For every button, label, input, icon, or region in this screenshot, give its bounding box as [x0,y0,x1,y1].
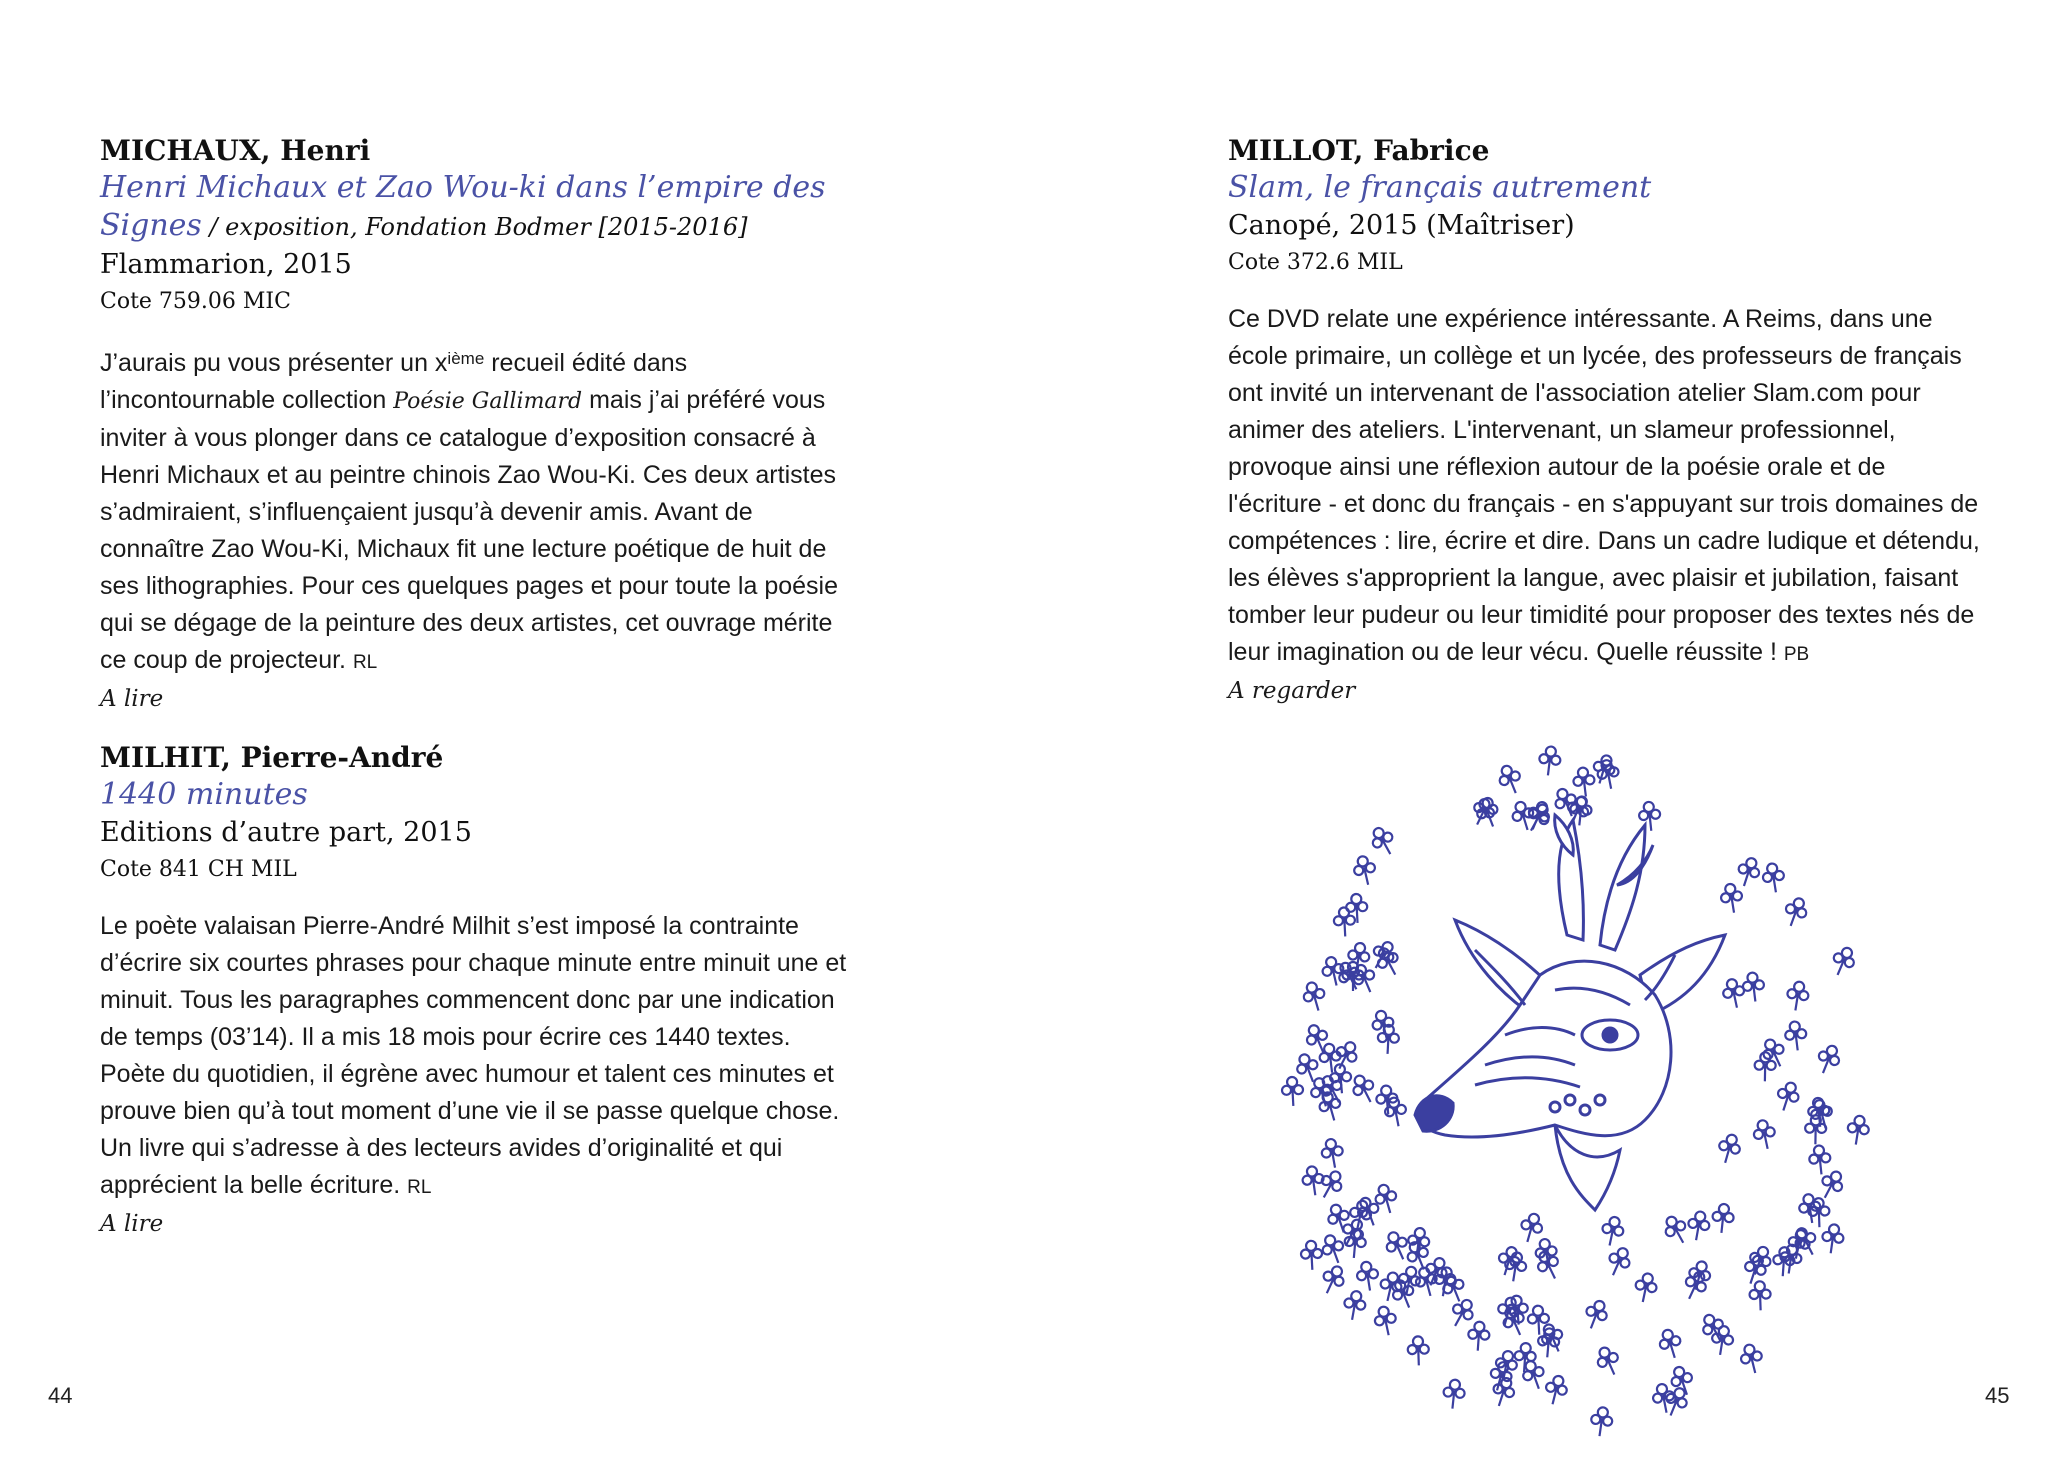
entry-title: Slam, le français autrement [1228,170,1652,205]
flower-icon [1533,1248,1565,1283]
flower-icon [1808,1144,1832,1175]
entry-cote: Cote 759.06 MIC [100,289,291,314]
entry-review [100,908,855,1206]
flower-icon [1715,1132,1743,1166]
entry-review [1228,301,1983,673]
flower-icon [1820,1223,1845,1255]
flower-icon [1473,796,1503,831]
flower-icon [1828,944,1859,979]
flower-icon [1300,980,1328,1014]
entry-publisher: Canopé, 2015 (Maîtriser) [1228,210,1575,241]
page-number-right: 45 [1985,1383,2010,1408]
review-text: mais j’ai préféré vous inviter à vous plonger dans ce catalogue d’exposition consacré à Henri Michaux et au peintre chinois Zao Wou-Ki. Ces deux artistes s’admiraient, s’influençaient jusqu’à devenir amis. Avant de connaître Zao Wou-Ki, Michaux fit une lecture poétique de huit de ses lithographies. Pour ces quelques pages et pour toute la poésie qui se dégage de la peinture des deux artistes, cet ouvrage mérite ce coup de projecteur. [100,386,838,674]
deer-illustration [1255,735,1895,1440]
entry-verdict: A lire [100,1211,164,1237]
flower-icon [1784,1020,1808,1051]
entry-title [100,169,855,246]
flower-icon [1355,1260,1380,1292]
flower-icon [1656,1327,1685,1361]
flower-icon [1342,1289,1368,1321]
flower-icon [1845,1114,1870,1146]
flower-icon [1315,1167,1347,1203]
flower-icon [1632,1271,1659,1304]
flower-icon [1320,1137,1346,1169]
review-text: Ce DVD relate une expérience intéressante. A Reims, dans une école primaire, un collège et un lycée, des professeurs de français ont invité un intervenant de l'association atelier Slam.com pour animer des ateliers. L'intervenant, un slameur professionnel, provoque ainsi une réflexion autour de la poésie orale et de l'écriture - et donc du français - en s'appuyant sur trois domaines de compétences : lire, écrire et dire. Dans un cadre ludique et détendu, les élèves s'approprient la langue, avec plaisir et jubilation, faisant tomber leur pudeur ou leur timidité pour proposer des textes nés de leur imagination ou de leur vécu. Quelle réussite ! [1228,305,1980,666]
review-collection-name: Poésie Gallimard [393,389,583,414]
flower-icon [1407,1336,1429,1366]
flower-icon [1499,1304,1530,1339]
flower-icon [1680,1268,1711,1303]
flower-icon [1537,1321,1568,1356]
flower-icon [1324,1202,1353,1236]
entry-cote: Cote 841 CH MIL [100,857,297,882]
entry-verdict: A regarder [1228,678,1356,704]
flower-icon [1494,1244,1523,1278]
reviewer-initials: RL [352,652,378,673]
entry-publisher: Editions d’autre part, 2015 [100,817,472,848]
flower-icon [1772,1246,1795,1276]
review-text: Le poète valaisan Pierre-André Milhit s’est imposé la contrainte d’écrire six courtes phrases pour chaque minute entre minuit une et minuit. Tous les paragraphes commencent donc par une indication de temps (03’14). Il a mis 18 mois pour écrire ces 1440 textes. Poète du quotidien, il égrène avec humour et talent ces minutes et prouve bien qu’à tout moment d’une vie il se passe quelque chose. Un livre qui s’adresse à des lecteurs avides d’originalité et qui apprécient la belle écriture. [100,912,847,1199]
entry-review [100,340,855,681]
entry-michaux [100,133,855,718]
reviewer-initials: RL [407,1177,432,1198]
flower-icon [1686,1210,1712,1242]
entry-title-line2: Signes [100,208,202,243]
entry-author: MILHIT, Pierre-André [100,741,444,774]
entry-subtitle: / exposition, Fondation Bodmer [2015-2016] [201,213,748,241]
reviewer-initials: PB [1783,644,1810,665]
flower-icon [1537,745,1561,776]
entry-verdict: A lire [100,686,164,712]
deer-head-icon [1415,815,1725,1210]
flower-icon [1348,1071,1380,1106]
flower-icon [1467,1321,1490,1351]
entry-millot [1228,133,1983,710]
flower-icon [1734,855,1763,889]
flower-icon [1581,1298,1611,1333]
flower-icon [1495,762,1525,797]
flower-icon [1589,1406,1614,1438]
flower-icon [1442,1379,1466,1410]
entry-milhit [100,740,855,1243]
entry-author: MICHAUX, Henri [100,134,371,167]
flower-icon [1721,977,1748,1010]
flower-icon [1319,1232,1349,1266]
entry-title: 1440 minutes [100,777,308,812]
flower-icon [1711,1203,1735,1234]
flower-icon [1370,1008,1397,1041]
flower-icon [1741,971,1765,1002]
entry-publisher: Flammarion, 2015 [100,249,352,280]
review-text: recueil édité dans l’incontournable collection [100,349,688,414]
flower-icon [1773,1080,1802,1114]
flower-icon [1745,1244,1775,1278]
page-number-left: 44 [48,1383,73,1408]
flower-icon [1302,1022,1333,1057]
flower-icon [1519,1358,1549,1392]
flower-icon [1572,766,1596,797]
right-page-column [1228,133,1983,732]
flower-icon [1281,1076,1303,1106]
entry-cote: Cote 372.6 MIL [1228,250,1403,275]
flower-icon [1719,882,1744,914]
flower-icon [1781,895,1811,929]
flower-icon [1761,862,1786,894]
flower-icon [1372,1305,1399,1338]
left-page-column [100,133,855,1265]
flower-icon [1603,1244,1634,1279]
flower-icon [1367,824,1399,860]
flower-icon [1542,1374,1569,1407]
flower-icon [1813,1042,1843,1077]
flower-icon [1738,1342,1765,1375]
flower-icon [1300,1240,1322,1270]
flower-icon [1785,980,1810,1012]
flower-icon [1660,1212,1692,1248]
review-text: J’aurais pu vous présenter un x [100,349,448,377]
flower-icon [1351,854,1378,887]
flower-icon [1599,1215,1626,1248]
flower-icon [1749,1281,1771,1311]
flower-icon [1751,1118,1778,1151]
review-superscript: ième [447,349,485,368]
flower-icon [1317,1262,1348,1297]
flower-icon [1593,1344,1624,1379]
entry-author: MILLOT, Fabrice [1228,134,1490,167]
entry-title-line1: Henri Michaux et Zao Wou-ki dans l’empire des [100,170,826,205]
flower-icon [1346,893,1368,923]
